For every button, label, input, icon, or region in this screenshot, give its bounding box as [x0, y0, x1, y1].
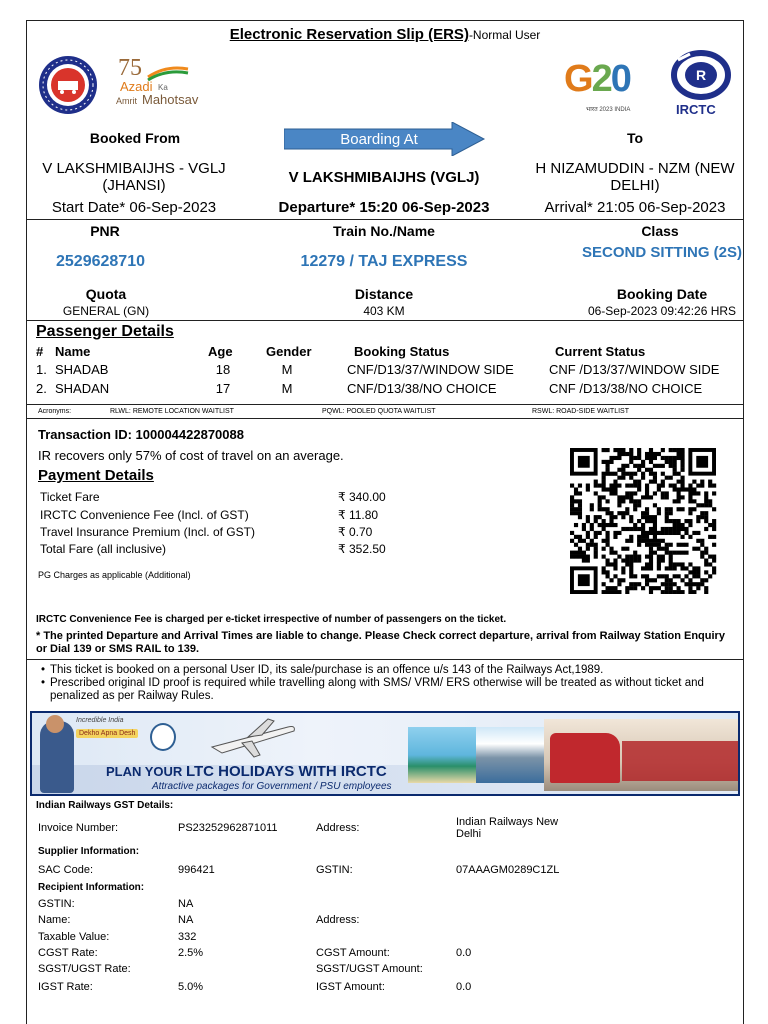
cgst-amount-value: 0.0 — [456, 947, 472, 959]
mahotsav-text: Mahotsav — [142, 92, 199, 107]
banner-subline: Attractive packages for Government / PSU employees — [152, 781, 392, 792]
payment-details-heading: Payment Details — [38, 467, 154, 484]
irctc-text: IRCTC — [676, 102, 716, 117]
printed-times-note: * The printed Departure and Arrival Times are liable to change. Please Check correct departure, arrival from Railway Station Enquiry or Dial 139 or SMS RAIL to 139. — [36, 630, 725, 655]
gstin-value: 07AAAGM0289C1ZL — [456, 864, 560, 876]
class-value: SECOND SITTING (2S) — [582, 244, 743, 261]
pnr-value: 2529628710 — [56, 253, 145, 270]
distance-label: Distance — [354, 286, 414, 302]
payment-label: IRCTC Convenience Fee (Incl. of GST) — [40, 508, 249, 522]
ka-text: Ka — [158, 83, 168, 92]
g20-globe: 0 — [610, 58, 630, 100]
quota-label: Quota — [85, 286, 127, 302]
name-value: NA — [178, 914, 194, 926]
passenger-booking-status: CNF/D13/37/WINDOW SIDE — [347, 362, 514, 377]
distance-value: 403 KM — [363, 304, 405, 318]
acronym-rlwl: RLWL: REMOTE LOCATION WAITLIST — [110, 408, 234, 415]
booking-date-value: 06-Sep-2023 09:42:26 HRS — [587, 304, 737, 318]
payment-value: ₹ 0.70 — [338, 525, 373, 539]
amrit-text: Amrit — [116, 96, 137, 106]
class-label: Class — [641, 223, 679, 239]
payment-value: ₹ 352.50 — [338, 542, 386, 556]
cost-recovery-note: IR recovers only 57% of cost of travel on an average. — [38, 448, 344, 463]
col-name: Name — [55, 344, 91, 359]
recipient-gstin-value: NA — [178, 898, 194, 910]
recipient-heading: Recipient Information: — [38, 882, 145, 893]
name-label: Name: — [38, 914, 71, 926]
address-value: Indian Railways New Delhi — [456, 816, 559, 840]
bullet-icon: • — [40, 677, 46, 689]
qr-code — [566, 448, 720, 594]
passenger-gender: M — [281, 362, 293, 377]
igst-rate-value: 5.0% — [178, 981, 204, 993]
g20-subtext: भारत 2023 INDIA — [586, 107, 631, 113]
invoice-value: PS23252962871011 — [178, 822, 278, 834]
taxable-value: 332 — [178, 931, 197, 943]
start-date: Start Date* 06-Sep-2023 — [51, 199, 217, 216]
azadi-text: Azadi — [120, 79, 153, 94]
igst-rate-label: IGST Rate: — [38, 981, 93, 993]
headline-pre: PLAN YOUR — [106, 764, 186, 779]
airplane-icon — [208, 717, 298, 761]
divider — [26, 404, 744, 405]
passenger-gender: M — [281, 381, 293, 396]
transaction-id: Transaction ID: 100004422870088 — [38, 427, 244, 442]
recipient-address-label: Address: — [316, 914, 360, 926]
acronym-rswl: RSWL: ROAD-SIDE WAITLIST — [532, 408, 629, 415]
quota-value: GENERAL (GN) — [62, 304, 150, 318]
passenger-no: 2. — [36, 381, 47, 396]
page-title — [26, 26, 744, 43]
title-main: Electronic Reservation Slip (ERS) — [229, 26, 469, 43]
acronym-pqwl: PQWL: POOLED QUOTA WAITLIST — [322, 408, 436, 415]
col-booking-status: Booking Status — [354, 344, 450, 359]
passenger-booking-status: CNF/D13/38/NO CHOICE — [347, 381, 497, 396]
train-value: 12279 / TAJ EXPRESS — [300, 253, 468, 270]
pnr-label: PNR — [90, 223, 120, 239]
sgst-amount-label: SGST/UGST Amount: — [316, 963, 423, 975]
mountain-image — [476, 727, 544, 783]
col-no: # — [36, 344, 44, 359]
igst-amount-label: IGST Amount: — [316, 981, 385, 993]
rule-item — [36, 664, 726, 677]
train-image — [544, 719, 740, 791]
invoice-label: Invoice Number: — [38, 822, 119, 834]
indian-railways-logo — [38, 55, 98, 115]
passenger-current-status: CNF /D13/37/WINDOW SIDE — [549, 362, 720, 377]
acronyms-label: Acronyms: — [38, 408, 72, 415]
address-label: Address: — [316, 822, 360, 834]
pg-charges-note: PG Charges as applicable (Additional) — [38, 570, 191, 580]
beach-image — [408, 727, 478, 783]
passenger-name: SHADAB — [55, 362, 109, 377]
rule-text: This ticket is booked on a personal User ID, its sale/purchase is an offence u/s 143 of the Railways Act,1989. — [50, 664, 604, 676]
azadi-75-text: 75 — [118, 55, 142, 81]
passenger-current-status: CNF /D13/38/NO CHOICE — [549, 381, 703, 396]
payment-value: ₹ 11.80 — [338, 508, 379, 522]
col-current-status: Current Status — [555, 344, 646, 359]
from-station: V LAKSHMIBAIJHS - VGLJ (JHANSI) — [42, 160, 226, 194]
payment-label: Ticket Fare — [40, 490, 100, 504]
departure-time: Departure* 15:20 06-Sep-2023 — [278, 199, 490, 216]
svg-text:R: R — [695, 67, 707, 83]
headline-main: LTC HOLIDAYS WITH IRCTC — [185, 763, 387, 780]
to-label: To — [626, 130, 644, 146]
dekho-apna-desh-badge: Dekho Apna Desh — [76, 729, 138, 738]
cgst-amount-label: CGST Amount: — [316, 947, 390, 959]
passenger-name: SHADAN — [55, 381, 110, 396]
cgst-rate-value: 2.5% — [178, 947, 204, 959]
payment-label: Total Fare (all inclusive) — [40, 542, 167, 556]
rule-item — [36, 677, 726, 703]
payment-value: ₹ 340.00 — [338, 490, 386, 504]
passenger-age: 18 — [215, 362, 231, 377]
payment-label: Travel Insurance Premium (Incl. of GST) — [40, 525, 255, 539]
divider — [26, 418, 744, 419]
col-age: Age — [208, 344, 233, 359]
banner-headline — [106, 763, 387, 780]
azadi-ka-amrit-mahotsav-logo — [114, 55, 206, 111]
to-station: H NIZAMUDDIN - NZM (NEW DELHI) — [535, 160, 735, 194]
passenger-details-heading: Passenger Details — [36, 323, 174, 340]
ticket-rules-list — [36, 664, 726, 703]
supplier-heading: Supplier Information: — [38, 846, 140, 857]
sac-value: 996421 — [178, 864, 215, 876]
booking-date-label: Booking Date — [616, 286, 708, 302]
train-coaches — [622, 741, 740, 781]
cgst-rate-label: CGST Rate: — [38, 947, 98, 959]
g20-text: G20 — [564, 58, 630, 100]
irctc-logo — [670, 50, 732, 120]
train-label: Train No./Name — [333, 223, 435, 239]
locomotive — [550, 733, 620, 783]
igst-amount-value: 0.0 — [456, 981, 472, 993]
passenger-no: 1. — [36, 362, 47, 377]
passenger-age: 17 — [215, 381, 231, 396]
sac-label: SAC Code: — [38, 864, 94, 876]
convenience-fee-note: IRCTC Convenience Fee is charged per e-ticket irrespective of number of passengers on the ticket. — [36, 614, 507, 625]
sgst-rate-label: SGST/UGST Rate: — [38, 963, 131, 975]
ltc-holidays-banner[interactable] — [30, 711, 740, 796]
gstin-label: GSTIN: — [316, 864, 353, 876]
boarding-at-label: Boarding At — [340, 131, 418, 148]
col-gender: Gender — [266, 344, 312, 359]
gst-heading: Indian Railways GST Details: — [36, 800, 174, 811]
arrival-time: Arrival* 21:05 06-Sep-2023 — [544, 199, 726, 216]
divider — [26, 659, 744, 660]
divider — [26, 320, 744, 321]
booked-from-label: Booked From — [89, 130, 181, 146]
recipient-gstin-label: GSTIN: — [38, 898, 75, 910]
divider — [26, 219, 744, 220]
taxable-label: Taxable Value: — [38, 931, 110, 943]
bullet-icon: • — [40, 664, 46, 676]
incredible-india-text: Incredible India — [76, 717, 124, 724]
title-suffix: -Normal User — [468, 28, 541, 42]
boarding-station: V LAKSHMIBAIJHS (VGLJ) — [288, 169, 480, 186]
emblem-icon — [150, 723, 176, 751]
boarding-arrow — [284, 122, 486, 156]
rule-text: Prescribed original ID proof is required while travelling along with SMS/ VRM/ ERS otherwise will be treated as without ticket and penalized as per Railway Rules. — [50, 677, 704, 702]
g20-logo — [564, 58, 664, 120]
family-figure-head — [46, 715, 64, 733]
